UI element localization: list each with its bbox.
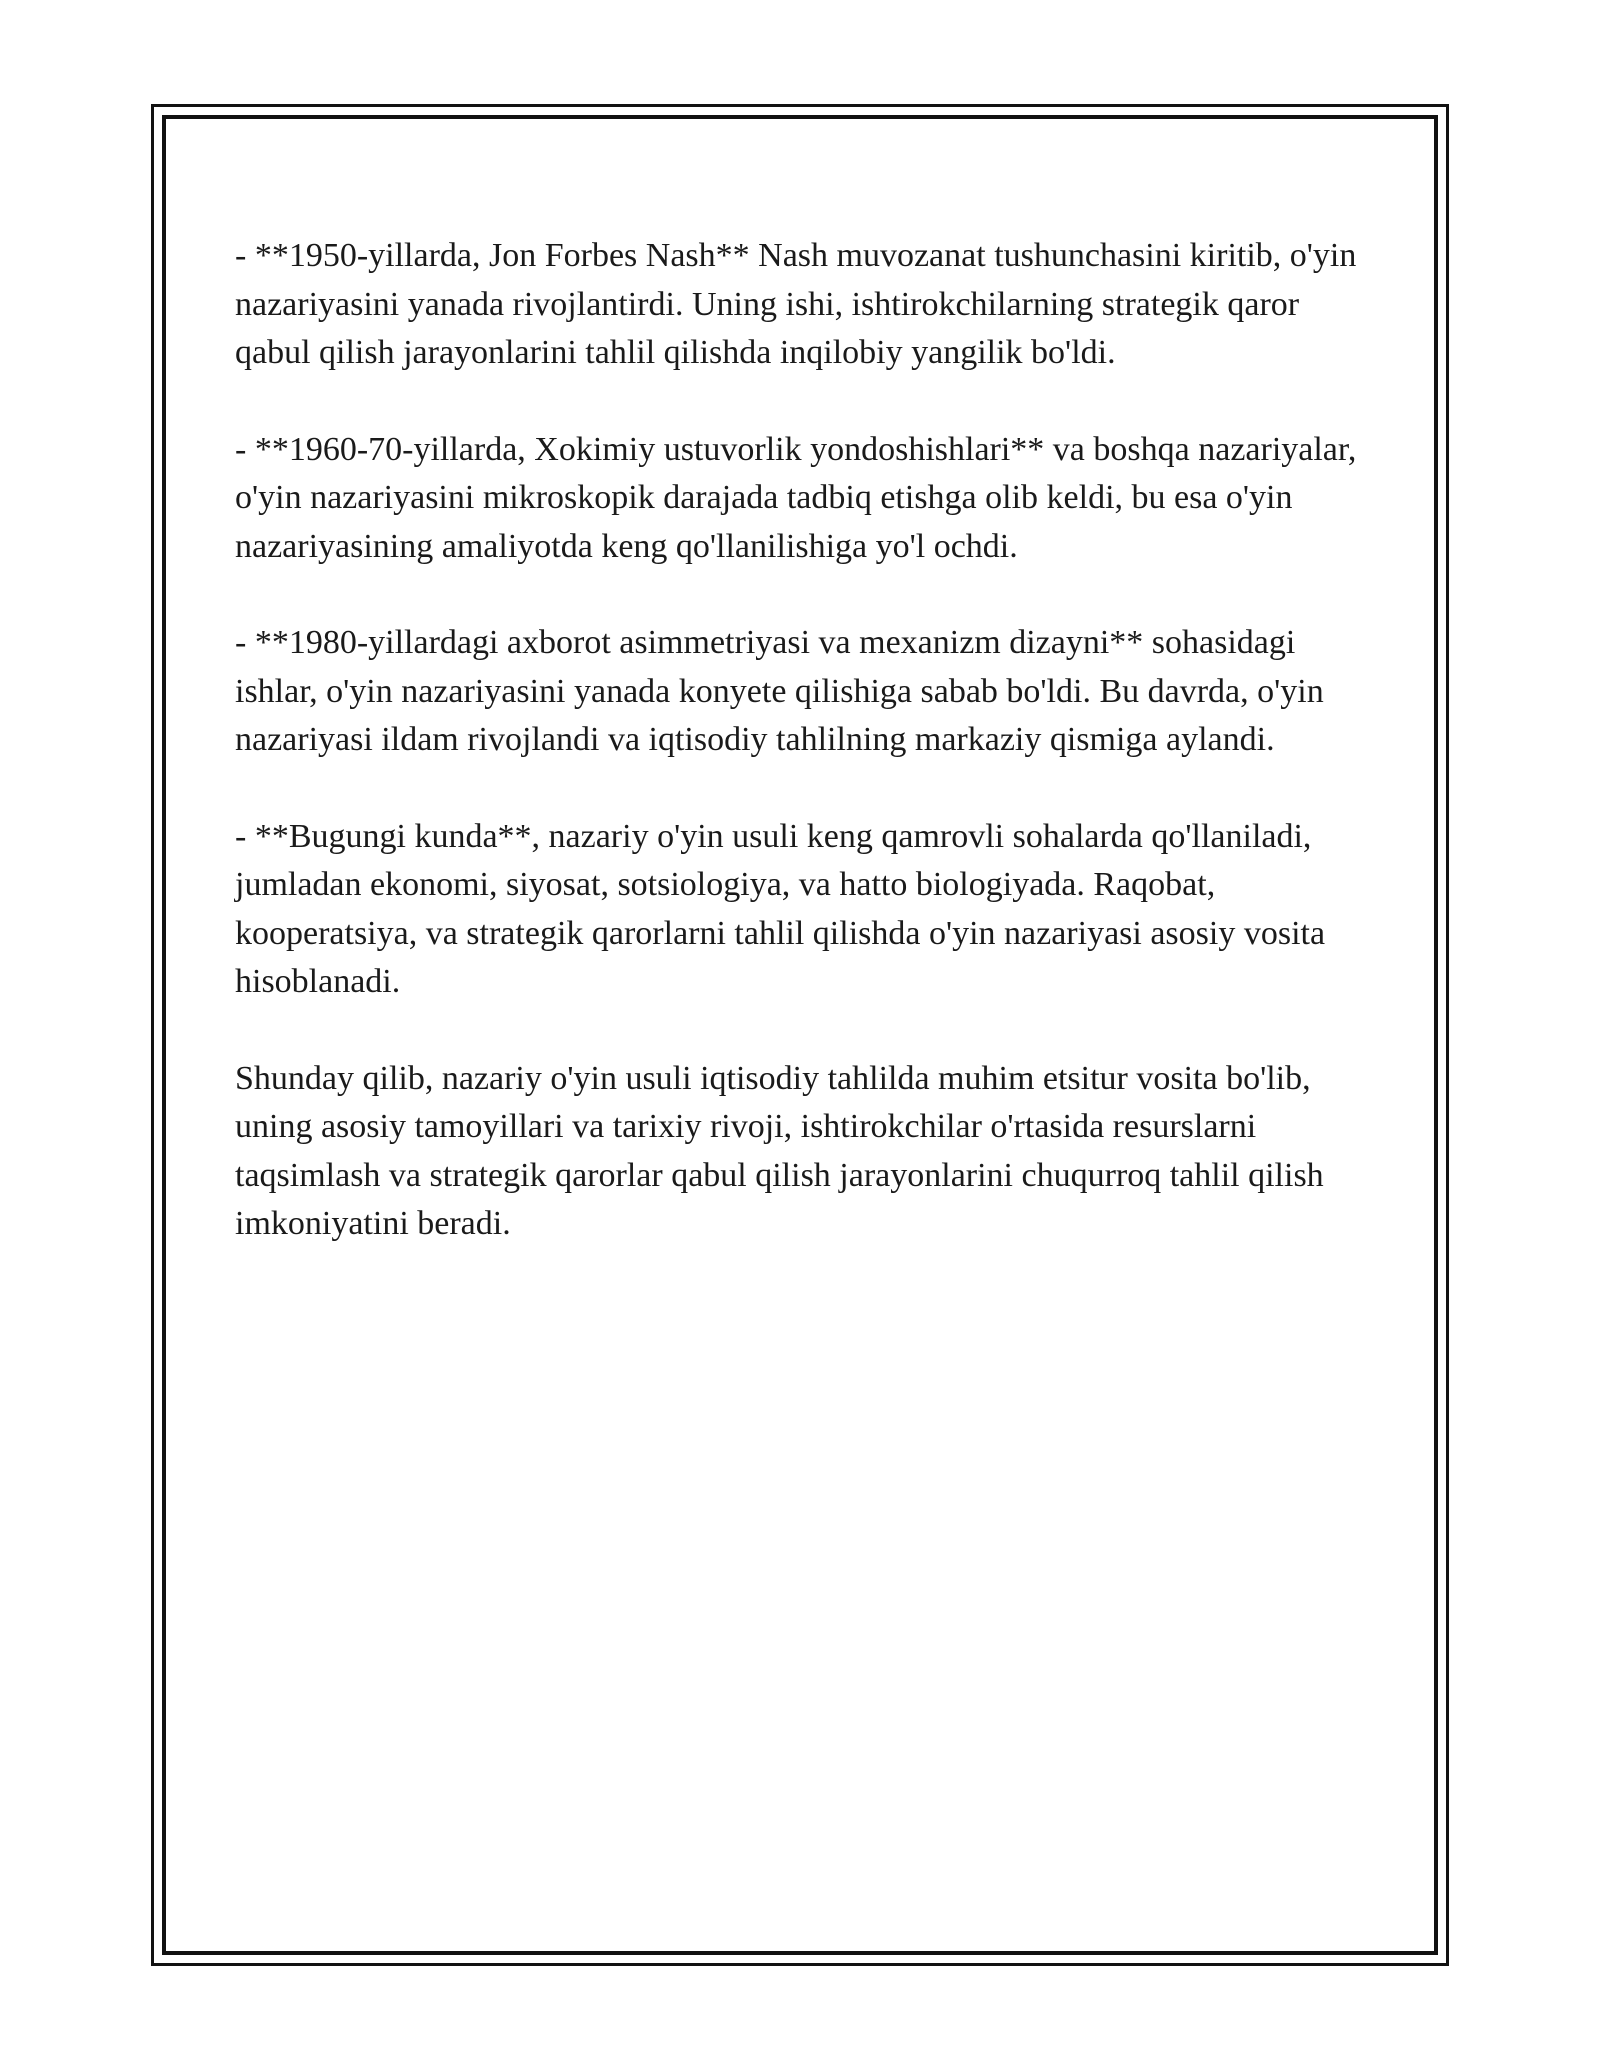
paragraph-today: - **Bugungi kunda**, nazariy o'yin usuli keng qamrovli sohalarda qo'llaniladi, jumladan ekonomi, siyosat, sotsiologiya, va hatto biologiyada. Raqobat, kooperatsiya, va strategik qarorlarni tahlil qilishda o'yin nazariyasi asosiy vosita hisoblanadi. [235, 817, 1326, 1000]
paragraph-1960-70s: - **1960-70-yillarda, Xokimiy ustuvorlik yondoshishlari** va boshqa nazariyalar, o'yin nazariyasini mikroskopik darajada tadbiq etishga olib keldi, bu esa o'yin nazariyasining amaliyotda keng qo'llanilishiga yo'l ochdi. [235, 430, 1357, 565]
paragraph-1980s: - **1980-yillardagi axborot asimmetriyasi va mexanizm dizayni** sohasidagi ishlar, o'yin nazariyasini yanada konyete qilishiga sabab bo'ldi. Bu davrda, o'yin nazariyasi ildam rivojlandi va iqtisodiy tahlilning markaziy qismiga aylandi. [235, 624, 1324, 758]
paragraph-conclusion: Shunday qilib, nazariy o'yin usuli iqtisodiy tahlilda muhim etsitur vosita bo'lib, uning asosiy tamoyillari va tarixiy rivoji, ishtirokchilar o'rtasida resurslarni taqsimlash va strategik qarorlar qabul qilish jarayonlarini chuqurroq tahlil qilish imkoniyatini beradi. [235, 1059, 1324, 1242]
paragraph-1950s: - **1950-yillarda, Jon Forbes Nash** Nash muvozanat tushunchasini kiritib, o'yin nazariyasini yanada rivojlantirdi. Uning ishi, ishtirokchilarning strategik qaror qabul qilish jarayonlarini tahlil qilishda inqilobiy yangilik bo'ldi. [235, 237, 1357, 371]
document-body [235, 232, 1375, 1297]
